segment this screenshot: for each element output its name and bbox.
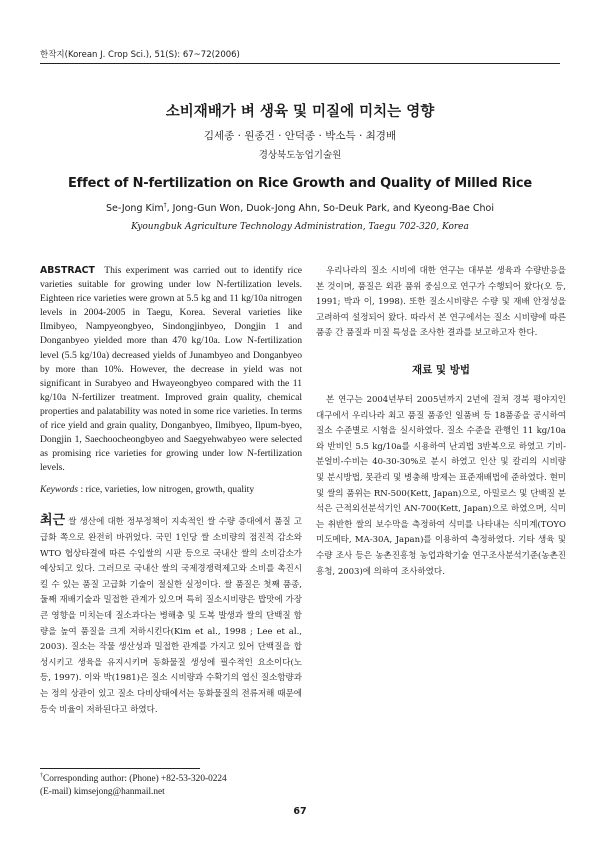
author-rest: , Jong-Gun Won, Duok-Jong Ahn, So-Deuk Park, and Kyeong-Bae Choi — [166, 203, 494, 214]
affiliation-english: Kyoungbuk Agriculture Technology Administration, Taegu 702-320, Korea — [131, 222, 469, 232]
introduction-paragraph — [40, 513, 302, 718]
page-number: 67 — [293, 806, 307, 817]
author-first: Se-Jong Kim — [105, 203, 164, 214]
title-korean: 소비재배가 벼 생육 및 미질에 미치는 영향 — [165, 104, 435, 120]
right-column — [316, 264, 566, 580]
introduction-paragraph-2: 우리나라의 질소 시비에 대한 연구는 대부분 생육과 수량반응을 본 것이며, 품질은 외관 품위 중심으로 연구가 수행되어 왔다(오 등, 1991; 박과 이, 1998). 또한 질소시비량은 수량 및 재배 안정성을 고려하여 설정되어 왔다. 따라서 본 연구에서는 질소 시비량에 따른 품종 간 품질과 미질 특성을 조사한 결과를 보고하고자 한다. — [316, 266, 566, 339]
keywords-label: Keywords — [40, 484, 79, 496]
abstract-label: ABSTRACT — [40, 265, 95, 276]
methods-section-title: 재료 및 방법 — [411, 363, 471, 376]
footnote-mark: † — [40, 772, 43, 779]
footnote-rule — [40, 768, 200, 769]
left-column — [40, 264, 302, 718]
authors-korean-text: 김세종 · 원종건 · 안덕종 · 박소득 · 최경배 — [203, 130, 397, 142]
abstract — [40, 264, 302, 475]
journal-header: 한작지(Korean J. Crop Sci.), 51(S): 67~72(2006) — [40, 48, 560, 64]
introduction-text: 쌀 생산에 대한 정부정책이 지속적인 쌀 수량 증대에서 품질 고급화 쪽으로 완전히 바뀌었다. 국민 1인당 쌀 소비량의 점진적 감소와 WTO 협상타결에 따른 수입쌀의 시판 등으로 국내산 쌀의 소비감소가 예상되고 있다. 그러므로 국내산 쌀의 국제경쟁력제고와 소비를 촉진시킬 수 있는 품질 고급화 기술이 절실한 실정이다. 쌀 품질은 첫째 품종, 둘째 재배기술과 밀접한 관계가 있으며 특히 질소시비량은 밥맛에 가장 큰 영향을 미치는데 질소과다는 병해충 및 도복 발생과 쌀의 단백질 함량을 높여 품질을 크게 저하시킨다(Kim et al., 1998 ; Lee et al., 2003). 질소는 작물 생산성과 밀접한 관계를 가지고 있어 단백질을 합성시키고 생육을 유지시키며 동화물질 생성에 필수적인 요소이다(노 등, 1997). 이와 박(1981)은 질소 시비량과 수확기의 엽신 질소함량과는 정의 상관이 있고 질소 다비상태에서는 동화물질의 전류저해 때문에 등숙 비율이 저하된다고 하였다. — [40, 517, 302, 715]
footnote-line-1: Corresponding author: (Phone) +82-53-320-0224 — [43, 774, 227, 784]
corresponding-mark: † — [163, 201, 167, 209]
introduction-dropcap: 최근 — [40, 513, 66, 529]
title-english: Effect of N-fertilization on Rice Growth and Quality of Milled Rice — [68, 176, 532, 191]
abstract-text: This experiment was carried out to identify rice varieties suitable for growing under low N-fertilization levels. Eighteen rice varieties were grown at 5.5 kg and 11 kg/10a nitrogen levels in 2004-2005 in Taegu, Korea. Several varieties like Ilmibyeo, Nampyeongbyeo, Sindongjinbyeo, Dongjin 1 and Donganbyeo yielded more than 470 kg/10a. Low N-fertilization level (5.5 kg/10a) decreased yields of Junambyeo and Donganbyeo by more than 10%. However, the decrease in yield was not significant in Surabyeo and Hwayeongbyeo compared with the 11 kg/10a N-fertilizer treatment. Improved grain quality, chemical properties and palatability was noted in some rice varieties. In terms of rice yield and grain quality, Donganbyeo, Ilmibyeo, Ilpum-byeo, Dongjin 1, Saechoocheongbyeo and Saegyehwabyeo were selected as promising rice varieties for growing under low N-fertilization levels. — [40, 265, 302, 474]
footnote-corresponding — [40, 773, 302, 786]
authors-korean — [0, 128, 600, 143]
authors-english — [0, 203, 600, 214]
footnote-email: (E-mail) kimsejong@hanmail.net — [40, 787, 165, 798]
methods-paragraph: 본 연구는 2004년부터 2005년까지 2년에 걸쳐 경북 평야지인 대구에서 우리나라 최고 품질 품종인 일품벼 등 18품종을 공시하여 질소 수준별로 시험을 실시하였다. 질소 수준을 관행인 11 kg/10a와 반비인 5.5 kg/10a를 시용하여 난괴법 3반복으로 하였고 기비-분얼비-수비는 40-30-30%로 분시 하였고 인산 및 칼리의 시비량 및 분시방법, 못관리 및 병충해 방제는 표준재배법에 준하였다. 현미 및 쌀의 품위는 RN-500(Kett, Japan)으로, 아밀로스 및 단백질 분석은 근적외선분석기인 AN-700(Kett, Japan)으로 하였으며, 식미는 취반한 쌀의 보수막을 측정하여 식미를 나타내는 식미계(TOYO 미도메타, MA-30A, Japan)를 이용하여 측정하였다. 기타 생육 및 수량 조사 등은 농촌진흥청 농업과학기술 연구조사분석기준(농촌진흥청, 2003)에 의하여 조사하였다. — [316, 394, 566, 577]
footnote — [40, 768, 302, 799]
keywords — [40, 483, 302, 497]
keywords-text: : rice, varieties, low nitrogen, growth, quality — [80, 484, 255, 496]
affiliation-korean: 경상북도농업기술원 — [258, 150, 342, 161]
